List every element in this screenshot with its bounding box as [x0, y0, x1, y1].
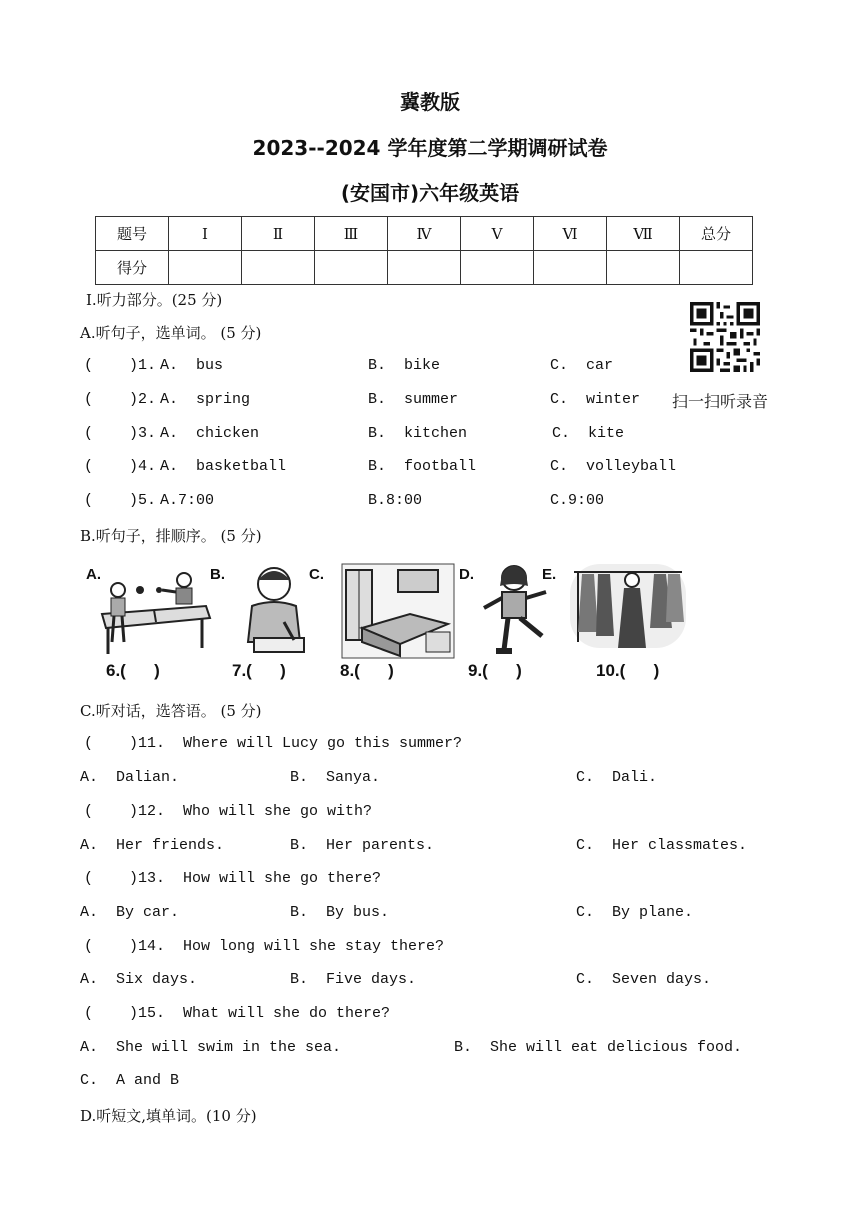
option-c: C. volleyball — [550, 458, 677, 475]
option-a: A. Dalian. — [80, 769, 180, 786]
boy-drawing-icon — [238, 562, 312, 660]
score-table-score-row — [96, 251, 753, 285]
girl-skating-icon — [478, 562, 552, 660]
clothes-shop-icon — [568, 562, 688, 660]
section-b-heading: B.听句子，排顺序。 (5 分) — [80, 527, 262, 545]
order-blank[interactable]: 8.( ) — [340, 661, 394, 680]
exam-title: 2023--2024 学年度第二学期调研试卷 — [252, 136, 608, 160]
order-blank[interactable]: 6.( ) — [106, 661, 160, 680]
table-tennis-icon — [96, 562, 212, 660]
option-a: A. chicken — [160, 425, 260, 442]
option-a: A. basketball — [160, 458, 287, 475]
option-a: A. She will swim in the sea. — [80, 1039, 342, 1056]
section-c-heading: C.听对话，选答语。 (5 分) — [80, 702, 262, 720]
option-c: C. Her classmates. — [576, 837, 748, 854]
score-input-cell[interactable] — [680, 251, 753, 285]
answer-blank[interactable]: ( )1. — [84, 357, 157, 374]
option-b: B. Sanya. — [290, 769, 381, 786]
score-input-cell[interactable] — [461, 251, 534, 285]
score-table-header-row — [96, 217, 753, 251]
score-cell: Ⅱ — [242, 217, 315, 251]
score-cell: Ⅶ — [607, 217, 680, 251]
score-cell: 总分 — [680, 217, 753, 251]
score-input-cell[interactable] — [388, 251, 461, 285]
option-a: A. spring — [160, 391, 251, 408]
bedroom-icon — [340, 562, 456, 660]
order-blank[interactable]: 10.( ) — [596, 661, 660, 680]
option-c: C. Seven days. — [576, 971, 712, 988]
option-a: A. Her friends. — [80, 837, 225, 854]
order-blank[interactable]: 7.( ) — [232, 661, 286, 680]
option-c: C. kite — [552, 425, 625, 442]
option-c: C. winter — [550, 391, 641, 408]
option-c: C.9:00 — [550, 492, 605, 509]
question-text: ( )14. How long will she stay there? — [84, 938, 445, 955]
option-a: A. By car. — [80, 904, 180, 921]
option-b: B. kitchen — [368, 425, 468, 442]
score-cell: 得分 — [96, 251, 169, 285]
option-c: C. Dali. — [576, 769, 658, 786]
question-text: ( )11. Where will Lucy go this summer? — [84, 735, 463, 752]
score-cell: Ⅳ — [388, 217, 461, 251]
score-input-cell[interactable] — [169, 251, 242, 285]
edition-title: 冀教版 — [400, 90, 460, 114]
option-b: B.8:00 — [368, 492, 423, 509]
option-a: A. bus — [160, 357, 224, 374]
picture-letter: E. — [542, 566, 557, 583]
option-a: A. Six days. — [80, 971, 198, 988]
exam-subtitle: (安国市)六年级英语 — [340, 181, 520, 205]
option-a: A.7:00 — [160, 492, 215, 509]
score-cell: Ⅵ — [534, 217, 607, 251]
score-cell: Ⅴ — [461, 217, 534, 251]
answer-blank[interactable]: ( )3. — [84, 425, 157, 442]
order-blank[interactable]: 9.( ) — [468, 661, 522, 680]
option-b: B. football — [368, 458, 477, 475]
section-a-heading: A.听句子，选单词。 (5 分) — [80, 324, 262, 342]
answer-blank[interactable]: ( )2. — [84, 391, 157, 408]
option-b: B. Five days. — [290, 971, 417, 988]
score-cell: Ⅲ — [315, 217, 388, 251]
score-input-cell[interactable] — [607, 251, 680, 285]
question-text: ( )12. Who will she go with? — [84, 803, 373, 820]
score-input-cell[interactable] — [315, 251, 388, 285]
option-b: B. Her parents. — [290, 837, 435, 854]
picture-letter: D. — [459, 566, 474, 583]
option-b: B. summer — [368, 391, 459, 408]
answer-blank[interactable]: ( )5. — [84, 492, 157, 509]
qr-code-icon[interactable] — [690, 302, 760, 372]
option-c: C. A and B — [80, 1072, 180, 1089]
option-b: B. She will eat delicious food. — [454, 1039, 743, 1056]
picture-letter: C. — [309, 566, 324, 583]
picture-letter: B. — [210, 566, 225, 583]
score-input-cell[interactable] — [242, 251, 315, 285]
question-text: ( )15. What will she do there? — [84, 1005, 391, 1022]
section-d-heading: D.听短文,填单词。(10 分) — [80, 1107, 257, 1125]
score-table — [95, 216, 753, 285]
option-c: C. By plane. — [576, 904, 694, 921]
score-cell: Ⅰ — [169, 217, 242, 251]
option-b: B. By bus. — [290, 904, 390, 921]
option-c: C. car — [550, 357, 614, 374]
answer-blank[interactable]: ( )4. — [84, 458, 157, 475]
part1-heading: Ⅰ.听力部分。(25 分) — [86, 291, 223, 309]
question-text: ( )13. How will she go there? — [84, 870, 382, 887]
option-b: B. bike — [368, 357, 441, 374]
picture-letter: A. — [86, 566, 101, 583]
score-input-cell[interactable] — [534, 251, 607, 285]
score-cell: 题号 — [96, 217, 169, 251]
qr-caption: 扫一扫听录音 — [672, 392, 769, 411]
